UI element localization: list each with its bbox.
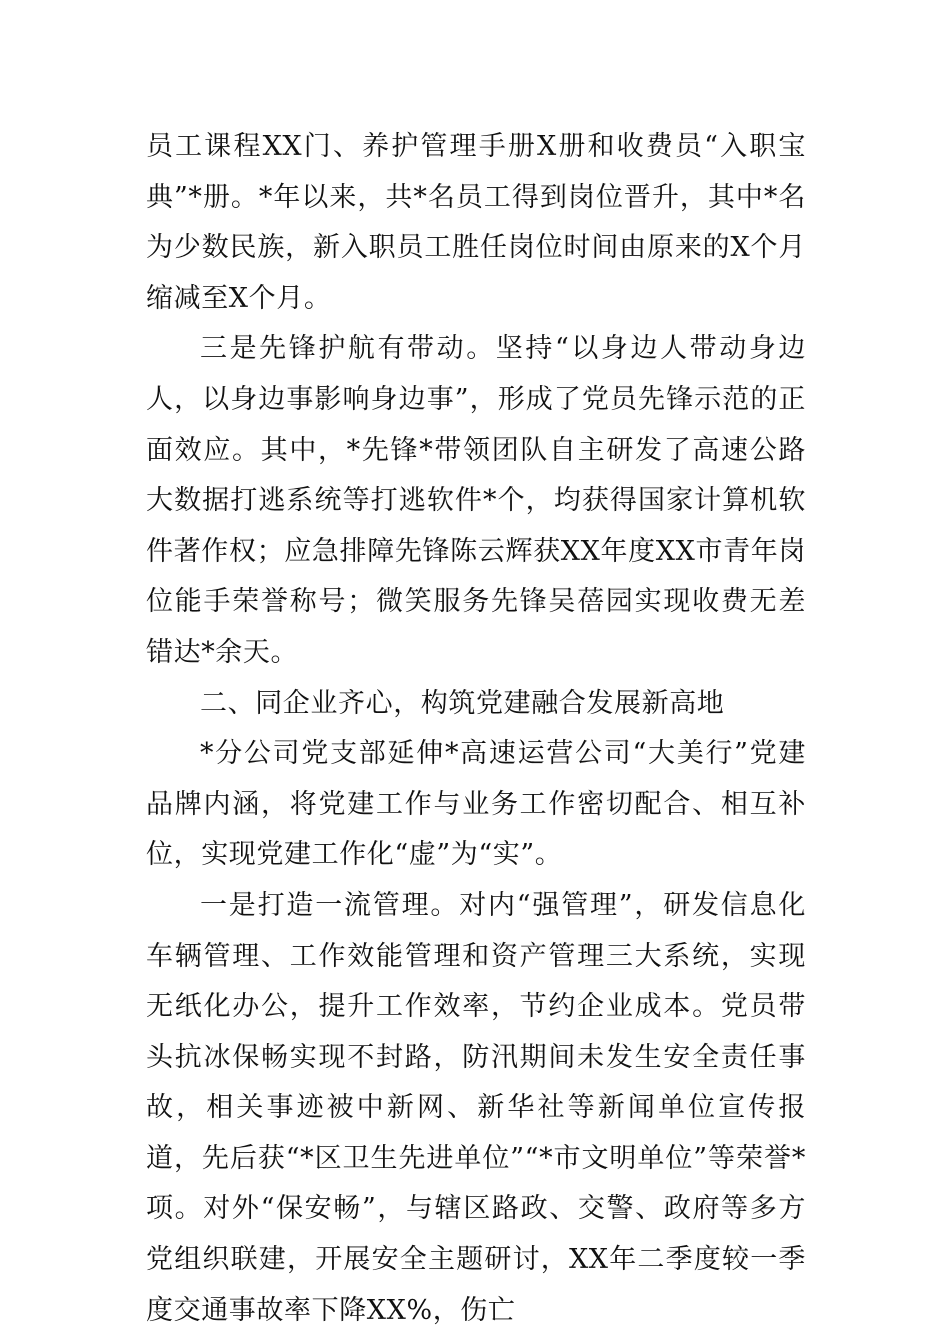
paragraph-vanguard: 三是先锋护航有带动。坚持“以身边人带动身边人，以身边事影响身边事”，形成了党员先锋示范的正面效应。其中，*先锋*带领团队自主研发了高速公路大数据打逃系统等打逃软件*个，均获得国家计算机软件著作权；应急排障先锋陈云辉获XX年度XX市青年岗位能手荣誉称号；微笑服务先锋吴蓓园实现收费无差错达*余天。	[146, 333, 806, 668]
paragraph-management: 一是打造一流管理。对内“强管理”，研发信息化车辆管理、工作效能管理和资产管理三大系统，实现无纸化办公，提升工作效率，节约企业成本。党员带头抗冰保畅实现不封路，防汛期间未发生安全责任事故，相关事迹被中新网、新华社等新闻单位宣传报道，先后获“*区卫生先进单位”“*市文明单位”等荣誉*项。对外“保安畅”，与辖区路政、交警、政府等多方党组织联建，开展安全主题研讨，XX年二季度较一季度交通事故率下降XX%，伤亡	[146, 889, 806, 1326]
paragraph-brand: *分公司党支部延伸*高速运营公司“大美行”党建品牌内涵，将党建工作与业务工作密切配合、相互补位，实现党建工作化“虚”为“实”。	[146, 738, 806, 871]
section-heading: 二、同企业齐心，构筑党建融合发展新高地	[200, 687, 725, 719]
document-body	[146, 122, 806, 1336]
paragraph-continued: 员工课程XX门、养护管理手册X册和收费员“入职宝典”*册。*年以来，共*名员工得到岗位晋升，其中*名为少数民族，新入职员工胜任岗位时间由原来的X个月缩减至X个月。	[146, 131, 806, 314]
